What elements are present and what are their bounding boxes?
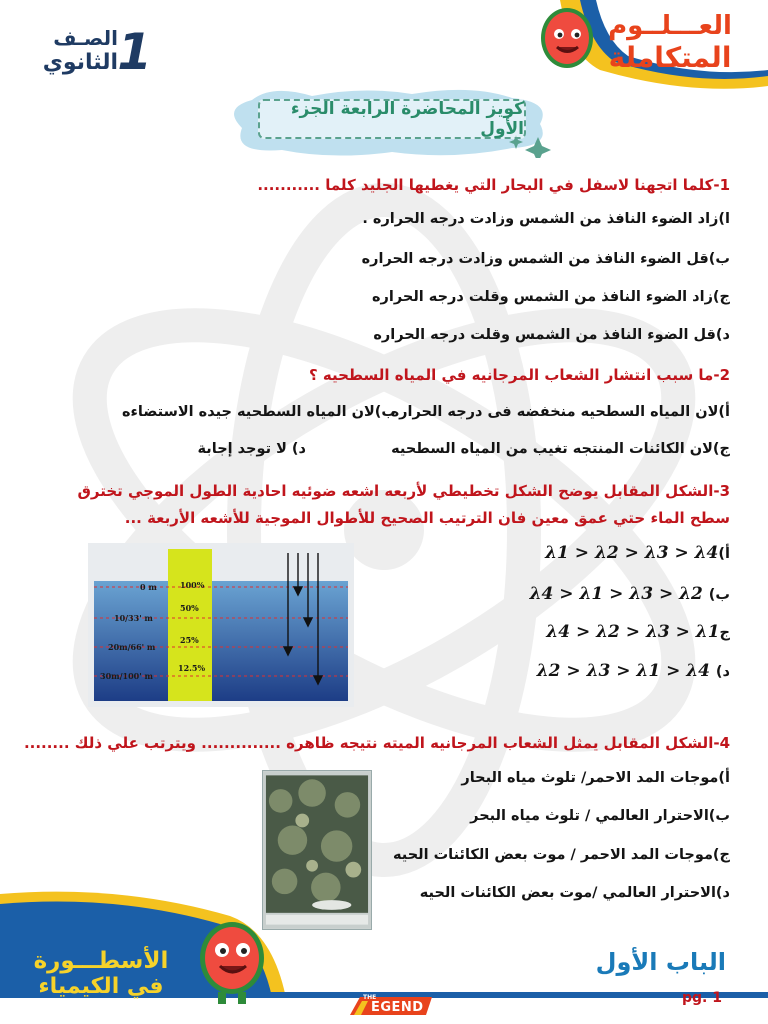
question-2-option-d: د) لا توجد إجابة <box>197 441 306 457</box>
grade-logo <box>22 23 152 81</box>
question-3-text-line-2: سطح الماء حتي عمق معين فان الترتيب الصحيح للأطوال الموجية للأشعه الأربعة ... <box>124 509 730 527</box>
grade-line-1: الصـف <box>53 26 118 50</box>
brand-line-1: الأسطـــورة <box>33 948 169 974</box>
question-3-text-line-1: 3-الشكل المقابل يوضح الشكل تخطيطي لأربعه اشعه ضوئيه احادية الطول الموجي تخترق <box>77 482 730 500</box>
question-1-option-b: ب)قل الضوء النافذ من الشمس وزادت درجه الحراره <box>361 251 730 267</box>
option-letter: أ) <box>718 546 730 562</box>
chapter-title: الباب الأول <box>595 948 726 976</box>
question-2-text: 2-ما سبب انتشار الشعاب المرجانيه في المياه السطحيه ؟ <box>308 366 730 384</box>
depth-label: 30m/100' m <box>100 671 153 681</box>
question-2-option-c: ج)لان الكائنات المنتجه تغيب من المياه السطحيه <box>391 441 730 457</box>
light-penetration-figure <box>88 543 354 707</box>
percent-label: 100% <box>180 580 205 590</box>
subject-line-2: المتكاملة <box>608 41 732 74</box>
brand-logo <box>26 948 176 1000</box>
question-4-text: 4-الشكل المقابل يمثل الشعاب المرجانيه الميته نتيجه ظاهره .............. ويترتب علي ذلك ........ <box>23 734 730 752</box>
percent-label: 50% <box>180 603 199 613</box>
legend-logo-text: EGEND <box>371 1000 424 1015</box>
subject-line-1: العـــلــوم <box>608 11 732 41</box>
question-4-option-b: ب)الاحترار العالمي / تلوث مياه البحر <box>470 808 730 824</box>
question-1-text: 1-كلما اتجهنا لاسفل في البحار التي يغطيها الجليد كلما ........... <box>257 176 730 194</box>
option-expression: 𝝀4 > 𝝀1 > 𝝀3 > 𝝀2 <box>529 584 703 604</box>
depth-label: 0 m <box>140 582 157 592</box>
legend-logo-the: THE <box>363 994 377 1001</box>
question-4-option-a: أ)موجات المد الاحمر/ تلوث مياه البحار <box>461 770 730 786</box>
option-expression: 𝝀2 > 𝝀3 > 𝝀1 > 𝝀4 <box>536 661 710 681</box>
option-letter: ب) <box>708 587 730 603</box>
brand-line-2: في الكيمياء <box>38 974 164 999</box>
depth-label: 20m/66' m <box>108 642 156 652</box>
question-4-option-c: ج)موجات المد الاحمر / موت بعض الكائنات الحيه <box>392 847 730 863</box>
question-3-option-d <box>537 661 730 681</box>
grade-number: 1 <box>117 23 152 81</box>
option-expression: 𝝀1 > 𝝀2 > 𝝀3 > 𝝀4 <box>545 543 719 563</box>
option-letter: ج <box>719 625 730 641</box>
question-1-option-d: د)قل الضوء النافذ من الشمس وقلت درجه الحراره <box>373 327 730 343</box>
percent-label: 12.5% <box>178 663 206 673</box>
percent-label: 25% <box>180 635 199 645</box>
depth-label: 10/33' m <box>114 613 153 623</box>
question-3-option-c <box>546 622 730 642</box>
quiz-title: كويز المحاضرة الرابعة الجزء الأول <box>258 99 526 139</box>
page-number: pg. 1 <box>682 990 722 1006</box>
question-3-option-b <box>530 584 730 604</box>
option-expression: 𝝀4 > 𝝀2 > 𝝀3 > 𝝀1 <box>546 622 720 642</box>
question-2-option-a: أ)لان المياه السطحيه منخفضه فى درجه الحراره <box>390 404 730 420</box>
question-3-option-a <box>545 543 730 563</box>
question-1-option-a: ا)زاد الضوء النافذ من الشمس وزادت درجه الحراره . <box>362 211 730 227</box>
option-letter: د) <box>715 664 730 680</box>
question-1-option-c: ج)زاد الضوء النافذ من الشمس وقلت درجه الحراره <box>371 289 730 305</box>
subject-logo <box>600 10 740 74</box>
question-4-option-d: د)الاحترار العالمي /موت بعض الكائنات الحيه <box>419 885 730 901</box>
grade-line-2: الثانوي <box>42 50 118 75</box>
question-2-option-b: ب)لان المياه السطحيه جيده الاستضاءه <box>121 404 396 420</box>
